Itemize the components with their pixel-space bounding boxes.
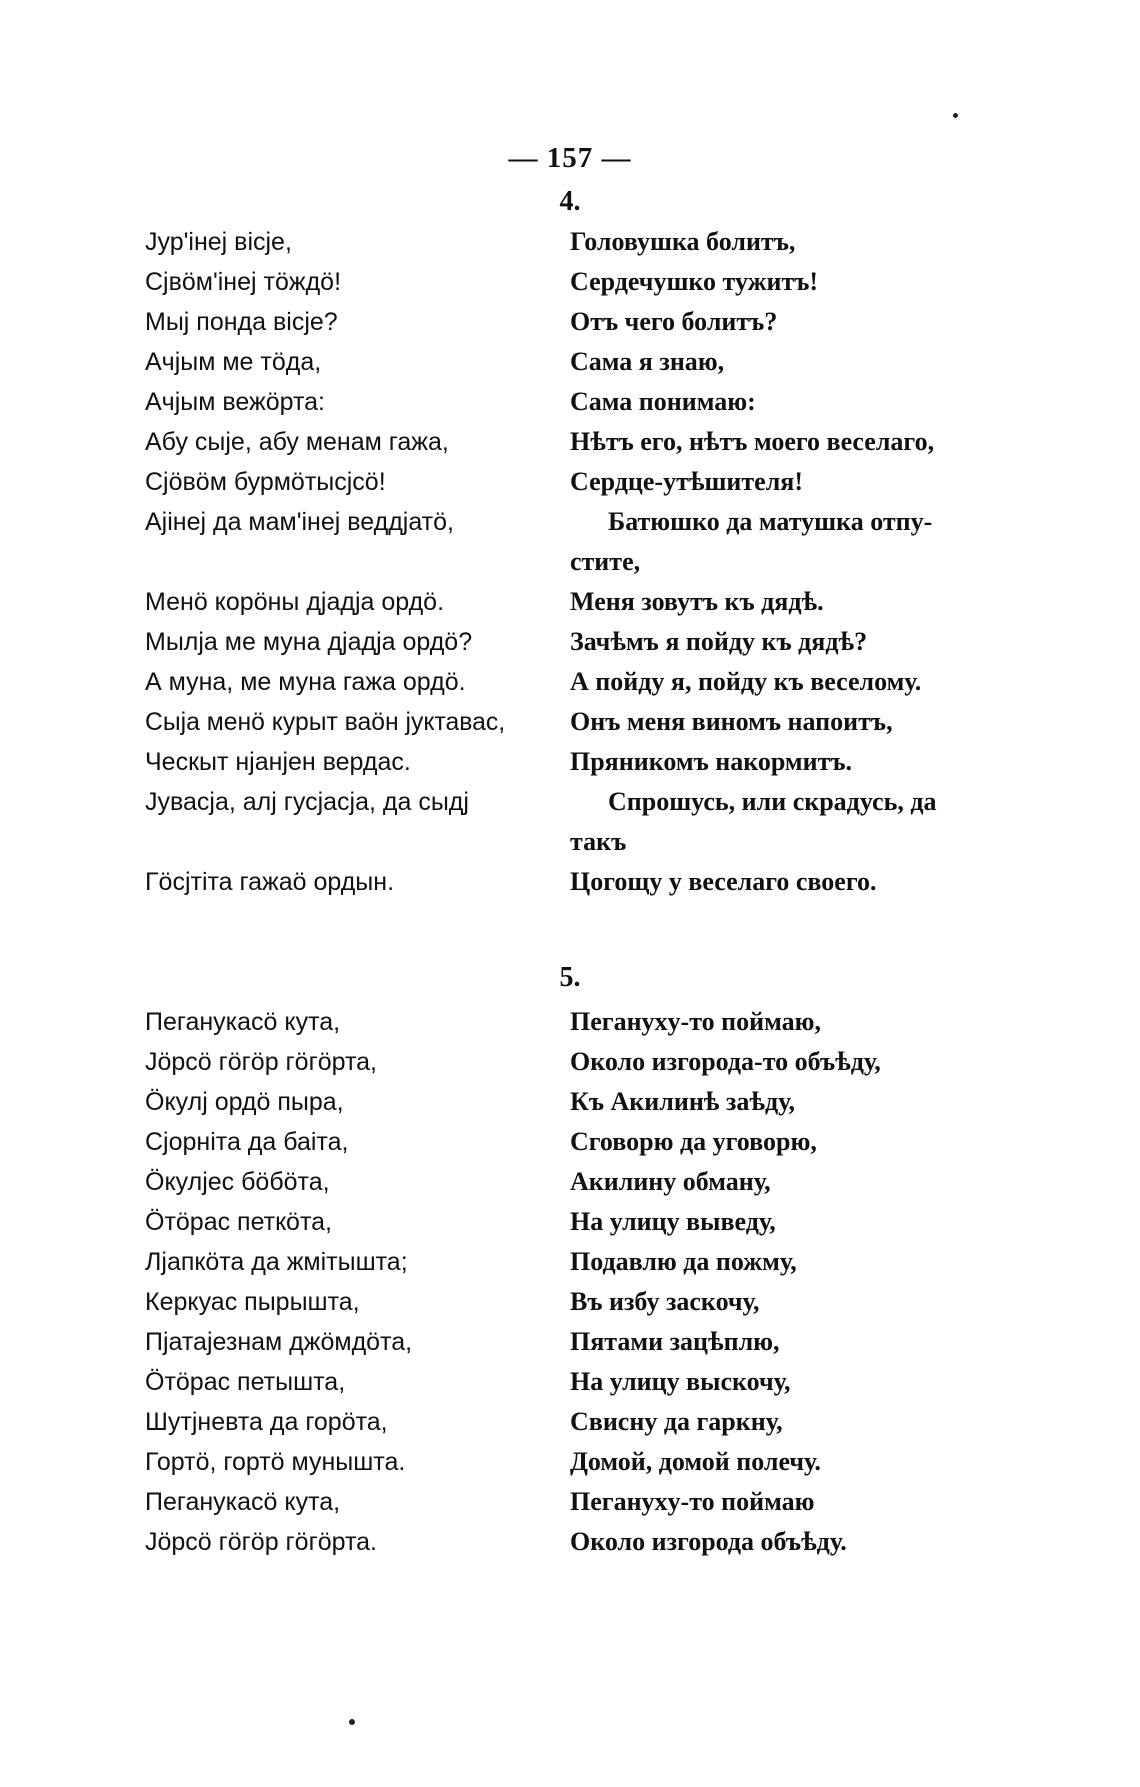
komi-verse-line: Öкулјес бöбöта, (145, 1168, 330, 1196)
komi-verse-line: Гöсјтіта гажаö ордын. (145, 868, 395, 896)
russian-verse-line: Къ Акилинѣ заѣду, (570, 1087, 795, 1116)
komi-verse-line: Шутјневта да горöта, (145, 1408, 388, 1436)
russian-verse-line: Сердце-утѣшителя! (570, 467, 804, 496)
komi-verse-line: Пјатајезнам джöмдöта, (145, 1328, 413, 1356)
russian-verse-line: Въ избу заскочу, (570, 1287, 760, 1316)
stanza-gap (145, 542, 509, 582)
russian-verse-line: Сама я знаю, (570, 347, 725, 376)
russian-verse-line: Пеганухy-то поймаю, (570, 1007, 821, 1036)
russian-verse-line: Сама понимаю: (570, 387, 756, 416)
russian-verse-line: Зачѣмъ я пойду къ дядѣ? (570, 627, 868, 656)
section-number-4: 4. (559, 186, 581, 217)
komi-column-section-4 (145, 222, 509, 902)
komi-verse-line: Јувасја, алј гусјасја, да сыдј (145, 788, 469, 816)
russian-verse-line: Свисну да гаркну, (570, 1407, 783, 1436)
page-number: — 157 — (508, 142, 632, 174)
russian-verse-line: Около изгорода объѣду. (570, 1527, 847, 1556)
ink-speck (349, 1719, 355, 1725)
komi-verse-line: Öкулј ордö пыра, (145, 1088, 344, 1116)
russian-verse-line: Нѣтъ его, нѣтъ моего веселаго, (570, 427, 935, 456)
komi-verse-line: Пеганукасö кута, (145, 1008, 341, 1036)
komi-verse-line: Лјапкöта да жмітышта; (145, 1248, 408, 1276)
komi-verse-line: Ајінеј да мам'інеј веддјатö, (145, 508, 454, 536)
komi-verse-line: Менö корöны дјадја ордö. (145, 588, 445, 616)
russian-verse-line: Батюшко да матушка отпу- (608, 507, 933, 536)
russian-verse-line: такъ (570, 827, 627, 856)
russian-verse-line: Подавлю да пожму, (570, 1247, 797, 1276)
russian-verse-line: Меня зовутъ къ дядѣ. (570, 587, 824, 616)
russian-verse-line: Цогощу у веселаго своего. (570, 867, 877, 896)
komi-verse-line: Ачјым ме тöда, (145, 348, 322, 376)
russian-column-section-5 (570, 1002, 881, 1562)
komi-verse-line: Јöрсö гöгöр гöгöрта. (145, 1528, 377, 1556)
komi-verse-line: Абу сыје, абу менам гажа, (145, 428, 449, 456)
komi-verse-line: Мыј понда вісје? (145, 308, 338, 336)
komi-verse-line: Керкуас пырышта, (145, 1288, 360, 1316)
stanza-gap (145, 822, 509, 862)
russian-verse-line: Около изгорода-то объѣду, (570, 1047, 881, 1076)
russian-verse-line: Домой, домой полечу. (570, 1447, 821, 1476)
komi-verse-line: Ачјым вежöрта: (145, 388, 325, 416)
komi-verse-line: Сјöвöм бурмöтысјсö! (145, 468, 386, 496)
russian-verse-line: Спрошусь, или скрадусь, да (608, 787, 937, 816)
komi-verse-line: Пеганукасö кута, (145, 1488, 341, 1516)
russian-verse-line: Пеганухy-то поймаю (570, 1487, 815, 1516)
russian-verse-line: Акилину обману, (570, 1167, 771, 1196)
komi-verse-line: Јöрсö гöгöр гöгöрта, (145, 1048, 377, 1076)
section-number-5: 5. (559, 962, 581, 993)
russian-verse-line: Сердечушко тужитъ! (570, 267, 819, 296)
russian-verse-line: стите, (570, 547, 641, 576)
komi-verse-line: А муна, ме муна гажа ордö. (145, 668, 466, 696)
komi-verse-line: Сјвöм'інеј тöждö! (145, 268, 342, 296)
ink-speck (953, 113, 958, 118)
komi-verse-line: Гортö, гортö мунышта. (145, 1448, 406, 1476)
russian-verse-line: Сговорю да уговорю, (570, 1127, 817, 1156)
komi-verse-line: Сыја менö курыт ваöн јуктавас, (145, 708, 506, 736)
russian-verse-line: На улицу выскочу, (570, 1367, 791, 1396)
komi-verse-line: Öтöрас петышта, (145, 1368, 346, 1396)
komi-verse-line: Сјорніта да баіта, (145, 1128, 349, 1156)
russian-verse-line: А пойду я, пойду къ веселому. (570, 667, 922, 696)
russian-verse-line: Отъ чего болитъ? (570, 307, 778, 336)
russian-verse-line: Пряникомъ накормитъ. (570, 747, 853, 776)
russian-verse-line: На улицу выведу, (570, 1207, 776, 1236)
komi-verse-line: Мылја ме муна дјадја ордö? (145, 628, 473, 656)
komi-verse-line: Ческыт нјанјен вердас. (145, 748, 411, 776)
komi-verse-line: Јур'інеј вісје, (145, 228, 292, 256)
komi-verse-line: Öтöрас петкöта, (145, 1208, 332, 1236)
russian-verse-line: Пятами зацѣплю, (570, 1327, 780, 1356)
russian-verse-line: Онъ меня виномъ напоитъ, (570, 707, 893, 736)
russian-column-section-4 (570, 222, 936, 902)
russian-verse-line: Головушка болитъ, (570, 227, 796, 256)
komi-column-section-5 (145, 1002, 412, 1562)
